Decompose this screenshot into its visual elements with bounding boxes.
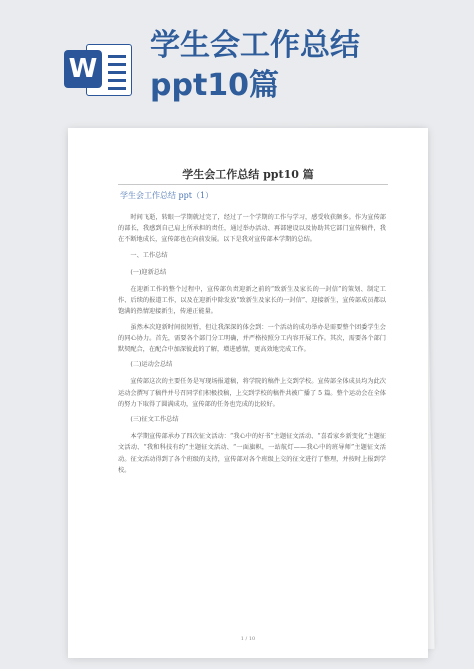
section-heading: 一、工作总结 bbox=[130, 251, 168, 259]
body-paragraph: 虽然本次迎新时间很短暂，但让我深深的体会到：一个活动的成功举办是需要整个团委学生会的同心协力。首先，需要各个部门分工明确，并严格按照分工内容开展工作。其次，需要各个部门默契配合，在配合中加深彼此的了解，增进感情，更高效地完成工作。 bbox=[118, 323, 386, 354]
document-title: 学生会工作总结 ppt10 篇 bbox=[182, 168, 314, 181]
page-number: 1 / 10 bbox=[240, 636, 256, 642]
title-divider bbox=[118, 184, 388, 185]
section-heading: (三)征文工作总结 bbox=[130, 416, 179, 424]
body-paragraph: 本学期宣传部承办了四次征文活动：“我心中的好书”主题征文活动、“喜看家乡新变化”主题征文活动、“我和科技有约”主题征文活动、“一面旗帜，一站航灯——我心中的班导师”主题征文活动。征文活动得到了各个班级的支持，宣传部对各个班级上交的征文进行了整理，并按时上报到学校。 bbox=[118, 433, 386, 474]
body-paragraph: 时间飞逝，转眼一学期就过完了，经过了一个学期的工作与学习，感受收获颇多。作为宣传部的部长，我感到自己肩上所承担的责任，通过举办活动、再部建设以及协助其它部门宣传稿件，我在不断地成长，宣传部也在向前发展。以下是我对宣传部本学期的总结。 bbox=[118, 214, 386, 244]
section-heading: (一)迎新总结 bbox=[130, 268, 167, 276]
word-letter-badge: W bbox=[64, 50, 102, 88]
header-banner bbox=[0, 0, 474, 130]
body-paragraph: 在迎新工作的整个过程中，宣传部负责迎新之前的“致新生及家长的一封信”的策划、制定工作、后续的报道工作，以及在迎新中除发放“致新生及家长的一封信”、迎接新生，宣传部成员都以饱满的热情迎接新生，传递正能量。 bbox=[118, 286, 386, 316]
document-preview bbox=[68, 128, 428, 658]
word-doc-icon bbox=[64, 38, 130, 100]
document-body bbox=[118, 212, 386, 480]
body-paragraph: 宣传部这次的主要任务是写现场报道稿，将学院的稿件上交到学校。宣传部全体成员均为此次运动会撰写了稿件并号召同学们积极投稿，上交到学校的稿件共被广播了 5 篇。整个运动会在全体的努力下取得了圆满成功，宣传部的任务也完成的比较好。 bbox=[118, 378, 386, 408]
document-subtitle: 学生会工作总结 ppt（1） bbox=[120, 191, 214, 200]
section-heading: (二)运动会总结 bbox=[130, 361, 173, 369]
page-title: 学生会工作总结ppt10篇 bbox=[150, 28, 360, 103]
